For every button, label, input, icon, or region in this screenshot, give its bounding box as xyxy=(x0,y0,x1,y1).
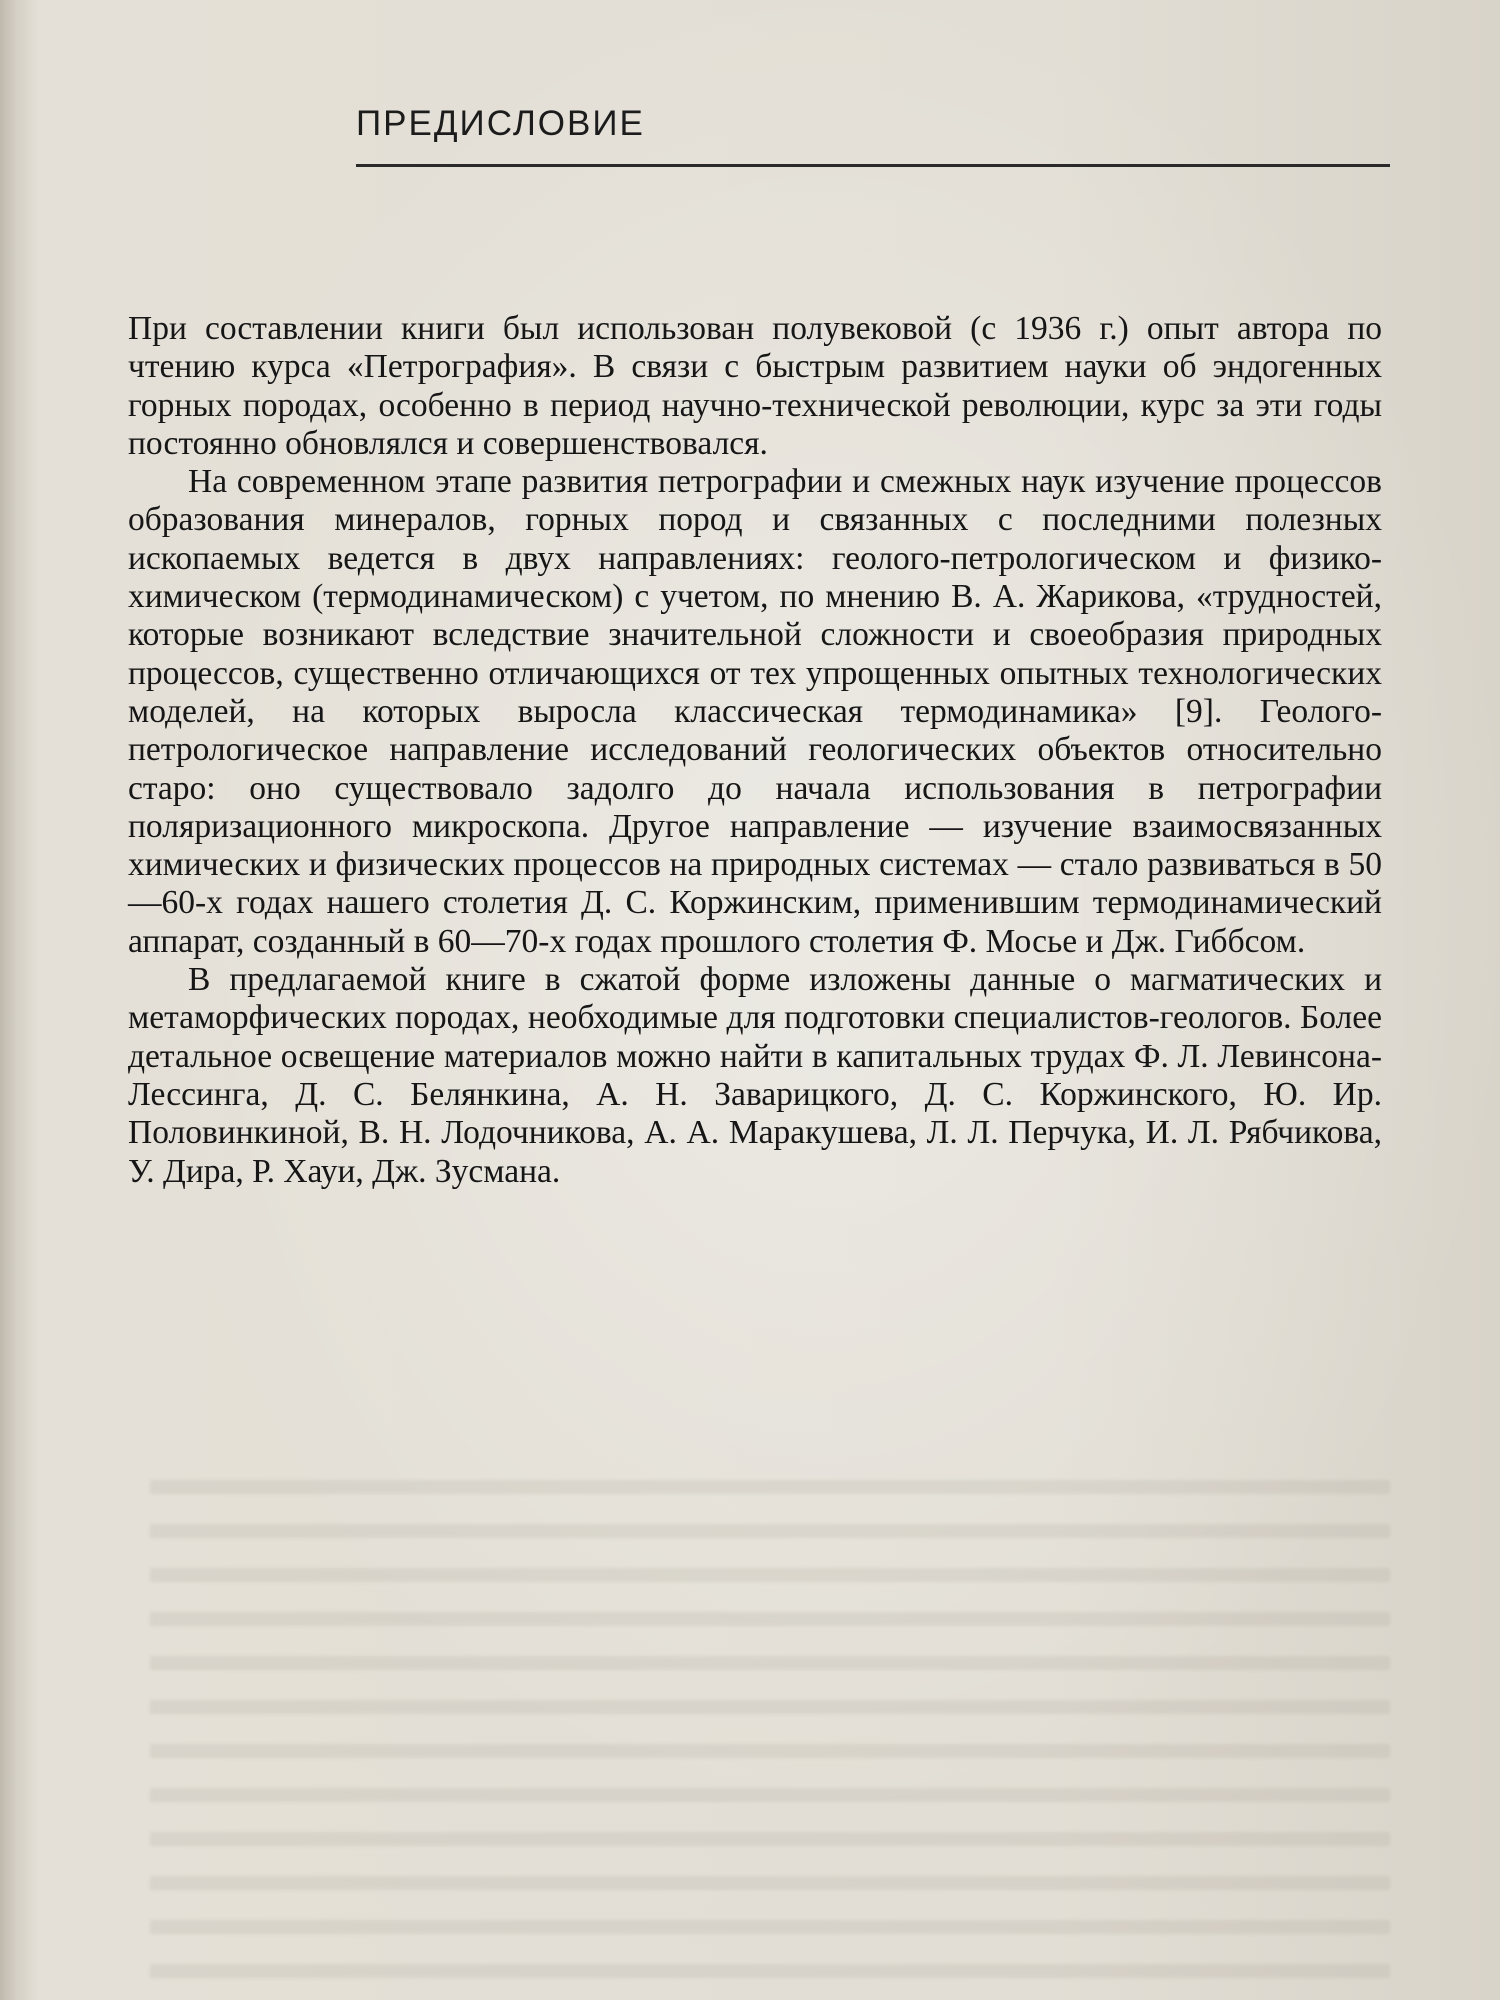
paragraph-1: При составлении книги был использован полувековой (с 1936 г.) опыт автора по чтению курса «Петрография». В связи с быстрым развитием науки об эндогенных горных породах, особенно в период научно-технической революции, курс за эти годы постоянно обновлялся и совершенствовался. xyxy=(128,310,1382,462)
preface-body xyxy=(128,310,1382,1191)
show-through-texture xyxy=(150,1480,1390,2000)
section-heading: ПРЕДИСЛОВИЕ xyxy=(356,104,645,143)
book-spine-shadow xyxy=(0,0,30,2000)
heading-rule xyxy=(356,164,1390,167)
paragraph-3: В предлагаемой книге в сжатой форме изложены данные о магматических и метаморфических породах, необходимые для подготовки специалистов-геологов. Более детальное освещение материалов можно найти в капитальных трудах Ф. Л. Левинсона-Лессинга, Д. С. Белянкина, А. Н. Заварицкого, Д. С. Коржинского, Ю. Ир. Половинкиной, В. Н. Лодочникова, А. А. Маракушева, Л. Л. Перчука, И. Л. Рябчикова, У. Дира, Р. Хауи, Дж. Зусмана. xyxy=(128,961,1382,1190)
paragraph-2: На современном этапе развития петрографии и смежных наук изучение процессов образования минералов, горных пород и связанных с последними полезных ископаемых ведется в двух направлениях: геолого-петрологическом и физико-химическом (термодинамическом) с учетом, по мнению В. А. Жарикова, «трудностей, которые возникают вследствие значительной сложности и своеобразия природных процессов, существенно отличающихся от тех упрощенных опытных технологических моделей, на которых выросла классическая термодинамика» [9]. Геолого-петрологическое направление исследований геологических объектов относительно старо: оно существовало задолго до начала использования в петрографии поляризационного микроскопа. Другое направление — изучение взаимосвязанных химических и физических процессов на природных системах — стало развиваться в 50—60-х годах нашего столетия Д. С. Коржинским, применившим термодинамический аппарат, созданный в 60—70-х годах прошлого столетия Ф. Мосье и Дж. Гиббсом. xyxy=(128,463,1382,960)
